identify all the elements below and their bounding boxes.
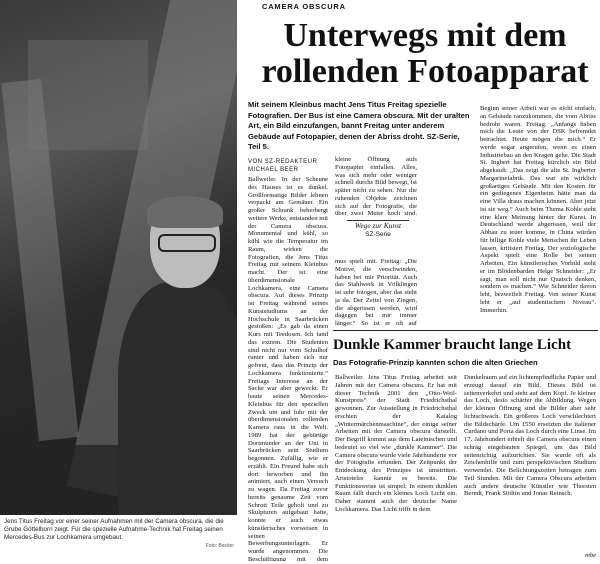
photo-person-body — [118, 282, 237, 515]
sub-article-headline: Dunkle Kammer braucht lange Licht — [333, 337, 572, 353]
body-column-2: kleine Öffnung aufs Fotopapier einfallen. Alles, was sich mehr oder weniger schnell durchs Bild bewegt, ist später nicht zu sehen. Nur die ruhenden Objekte zeichnen sich auf der Fotografie, die über zwei Meter hoch sind. — [335, 156, 417, 216]
article-headline: Unterwegs mit dem rollenden Fotoapparat — [261, 17, 589, 90]
article-photo — [0, 0, 237, 515]
sub-article-column-2: Dunkelraum auf ein lichtempfindliche Papier und erzeugt darauf ein Bild. Dieses Bild ist seitenverkehrt und steht auf dem Kopf. Je kleiner das Loch, desto schärfer die Abbildung. Wegen der kleinen Öffnung sind die Bilder aber sehr lichtschwach. Ein größeres Loch verschlechtert die Bildschärfe. Um 1550 ersetzten die italiener Cardano und Porta das Loch durch eine Linse. Im 17. Jahrhundert erhielt die Camera obscura einen schräg eingebauten Spiegel, um das Bild seitenrichtig aufzurichten. Sie wurde oft als Zeichenhilfe und zum perspektivischen Studium verwendet. Die Belichtungszeiten betragen zum Teil Stunden. Mit der Camera Obscura arbeiten auch andere deutsche Künstler wie Thorsten Berndt, Frank Stöltin und Jonas Reinsch. — [464, 374, 596, 498]
sub-article-deck: Das Fotografie-Prinzip kannten schon die alten Griechen — [333, 358, 538, 367]
author-signature: mbe — [585, 552, 596, 559]
body-column-1: Ballweiler. In der Scheune des Hauses ist es dunkel. Großformatige Bilder lehnen verpackt am Gemäuer. Ein großer Schrank beherbergt weitere Werke, entstanden mit der Camera obscura. Monumental und kühl, so kühl wie die Temperatur im Raum, wirken die Fotografien, die Jens Titus Freitag mit seinem Kleinbus macht. Der ist eine überdimensionale Lochkamera, eine Camera obscura. Auf dieses Prinzip ist Freitag während seines Kunststudiums an der Hochschule in Saarbrücken gestoßen: „Es gab da einen Kurs mit Teedosen. Ich fand das extrem. Die Studenten sind nicht nur vom Schulhof runter und haben sich nur gefreut, dass das Prinzip der Lochkamera funktionierte.“ Freitags Interesse an der Sache war aber geweckt. Er baute seinen Mercedes-Kleinbus für den speziellen Zweck um und fuhr mit der überdimensionalen rollenden Kamera raus in die Welt. 1989 hat der gebürtige Dortmunder an der Uni in Saarbrücken sein Studium begonnen. Zufällig, wie er erzählt. Ein Freund habe sich dort beworben und ihn animiert, auch einen Versuch zu wagen. Da Freitag zuvor bereits genaume Zeit vom Schrott Teile geholt und zu Skulpturen aufgebaut hatte, konnte er auch etwas künstlerisches vorweisen in seinen Bewerbungsunterlagen. Er wurde angenommen. Die Beschäftigung mit dem — [248, 176, 328, 561]
photo-projection — [28, 40, 148, 150]
body-column-2-continued: mus spielt mit. Freitag: „Die Motive, die verschwinden, haben bei mir Priorität. Auch das Stahlwerk in Völklingen ist sehr fotogen, aber das steht ja da. Der Zettel von Zingen, die abgerissen werden, wird dagegen bei mir immer länger.“ So ist er oft auf — [335, 258, 417, 327]
photo-credit: Foto: Becker — [205, 543, 234, 549]
byline-role: VON SZ-REDAKTEUR — [248, 159, 318, 165]
byline — [248, 158, 317, 174]
section-kicker: CAMERA OBSCURA — [262, 2, 346, 11]
sub-article-rule — [333, 330, 598, 331]
article-lead: Mit seinem Kleinbus macht Jens Titus Freitag spezielle Fotografien. Der Bus ist eine Camera obscura. Mit der uralten Art, ein Bild einzufangen, bannt Freitag unter anderem Gebäude auf Fotopapier, denen der Abriss droht. SZ-Serie, Teil 5. — [248, 100, 470, 152]
body-column-3: Beginn seiner Arbeit war es nicht einfach, an Gebäude ranzukommen, die vom Abriss bedroht waren. Freitag: „Anfangs haben mich die Leute von der DSK befremdet betrachtet. Heute mögen die mich.“ Er werde sogar angerufen, wenn es einen Industriebau an den Kragen gehe. Die Stadt St. Ingbert hat Freitag kürzlich ein Bild abgekauft: „Das zeigt die alte St. Ingberter Margarinefabrik. Das war ein wirklich großartiges Gebäude. Mit den Kosten für ein gediegenes Eigenheim hätte man da eine Villa draus machen können. Aber jetzt ist sie weg.“ Auch beim Thema Kohle steht eine klare Meinung hinter der Kunst. In Deutschland werde abgerissen, weil der Abbau zu teuer komme, in China würden für billige Kohle viele Menschen ihr Leben lassen, kritisiert Freitag. Der soziologische Aspekt spielt eine Rolle bei seinen Arbeiten. Ein künstlerisches Vorbild steht er im Blödenbarden Helge Schneider: „Er sagt, man soll nicht nur Quatsch denken, sondern es machen.“ Wie Schneider davon lebt, bezweifelt Freitag. Von seiner Kunst lebt er „auf studentischem Niveau“. Immerhin. — [480, 105, 596, 314]
sub-article-column-1: Ballweiler. Jens Titus Freitag arbeitet seit Jahren mit der Camera obscura. Er hat mit dieser Technik 2001 den „Otto-Weil-Kunstpreis“ der Stadt Friedrichsthal gewonnen. Zur Ausstellung in Friedrichsthal erschien der Katalog „Wintermärchenmaschine“, der einige seiner Arbeiten mit der Camera obscura darstellt. Der Begriff kommt aus dem Lateinischen und bedeutet so viel wie „dunkle Kammer“. Die Camera obscura wurde viele Jahrhunderte vor der Fotografie erfunden. Der Zeitpunkt der Entdeckung des Prinzipes ist umstritten. Aristoteles kannte es bereits. Die Funktionsweise ist simpel: In einem dunklen Raum fällt durch ein kleines Loch Licht ein. Daher stammt auch der deutsche Name Lochkamera. Das Licht trifft in dem — [335, 374, 457, 513]
series-box-subtitle: SZ-Serie — [365, 231, 391, 238]
photo-person-hair — [147, 196, 223, 228]
series-box — [341, 220, 415, 239]
series-box-title: Wege zur Kunst — [354, 221, 402, 230]
photo-person-glasses — [158, 234, 216, 252]
photo-caption — [4, 518, 236, 549]
byline-author: MICHAEL BEER — [248, 167, 299, 173]
photo-caption-text: Jens Titus Freitag vor einer seiner Aufnahmen mit der Camera obscura, die die Grube Göttelborn zeigt. Für die spezielle Aufnahme-Technik hat Freitag seinen Mercedes-Bus zur Lochkamera umgebaut. — [4, 518, 224, 541]
